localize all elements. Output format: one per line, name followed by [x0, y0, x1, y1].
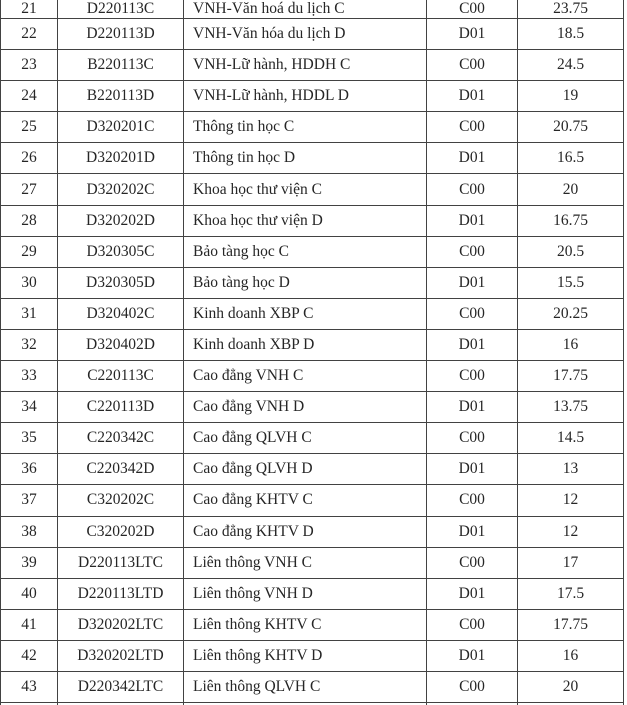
cell-block: C00 [427, 609, 518, 640]
cell-score: 19 [518, 81, 624, 112]
cell-score: 16.5 [518, 143, 624, 174]
cell-name: Khoa học thư viện C [184, 174, 427, 205]
table-row [1, 671, 624, 702]
cell-code: B220113C [58, 50, 184, 81]
cell-name: VNH-Văn hóa du lịch D [184, 19, 427, 50]
table-row [1, 112, 624, 143]
cell-name: Cao đẳng KHTV D [184, 516, 427, 547]
table-row [1, 50, 624, 81]
cell-stt: 26 [1, 143, 58, 174]
table-row [1, 392, 624, 423]
cell-score: 20 [518, 174, 624, 205]
cell-score: 13 [518, 454, 624, 485]
cell-code: D220113LTD [58, 578, 184, 609]
cell-stt: 38 [1, 516, 58, 547]
cell-block: C00 [427, 236, 518, 267]
cell-code: D220113LTC [58, 547, 184, 578]
cell-code: C220113C [58, 361, 184, 392]
cell-name: Kinh doanh XBP C [184, 298, 427, 329]
cell-code: B220113D [58, 81, 184, 112]
cell-name: Thông tin học C [184, 112, 427, 143]
cell-score: 16.75 [518, 205, 624, 236]
cell-code: D220342LTC [58, 671, 184, 702]
cell-block: C00 [427, 112, 518, 143]
cell-block: C00 [427, 671, 518, 702]
cell-stt: 34 [1, 392, 58, 423]
cell-stt: 40 [1, 578, 58, 609]
cell-score: 20.75 [518, 112, 624, 143]
cell-code: C220113D [58, 392, 184, 423]
cell-name: Cao đẳng QLVH C [184, 423, 427, 454]
cell-code: C320202D [58, 516, 184, 547]
cell-name: VNH-Văn hoá du lịch C [184, 0, 427, 19]
cell-name: Thông tin học D [184, 143, 427, 174]
table-row [1, 485, 624, 516]
cell-block: D01 [427, 81, 518, 112]
cell-block: C00 [427, 0, 518, 19]
cell-stt: 42 [1, 640, 58, 671]
cell-stt: 22 [1, 19, 58, 50]
cell-score: 14.5 [518, 423, 624, 454]
table-row [1, 0, 624, 19]
table-row [1, 423, 624, 454]
cell-code: D320202LTD [58, 640, 184, 671]
cell-name: VNH-Lữ hành, HDDH C [184, 50, 427, 81]
cell-block: C00 [427, 485, 518, 516]
score-table-body [1, 0, 624, 705]
cell-stt: 43 [1, 671, 58, 702]
cell-block: C00 [427, 298, 518, 329]
cell-block: D01 [427, 19, 518, 50]
cell-block: D01 [427, 640, 518, 671]
cell-score: 12 [518, 516, 624, 547]
cell-block: C00 [427, 423, 518, 454]
cell-stt: 23 [1, 50, 58, 81]
cell-stt: 32 [1, 329, 58, 360]
cell-name: Bảo tàng học D [184, 267, 427, 298]
cell-score: 17.75 [518, 609, 624, 640]
cell-score: 17.5 [518, 578, 624, 609]
cell-stt: 31 [1, 298, 58, 329]
cell-score: 17 [518, 547, 624, 578]
cell-code: D320201C [58, 112, 184, 143]
cell-block: D01 [427, 454, 518, 485]
cell-block: C00 [427, 174, 518, 205]
cell-code: D320202D [58, 205, 184, 236]
cell-code: D320202C [58, 174, 184, 205]
cell-block: D01 [427, 578, 518, 609]
cell-code: D220113C [58, 0, 184, 19]
cell-name: Cao đẳng QLVH D [184, 454, 427, 485]
cell-stt: 35 [1, 423, 58, 454]
cell-stt: 24 [1, 81, 58, 112]
cell-block: D01 [427, 516, 518, 547]
cell-stt: 41 [1, 609, 58, 640]
cell-stt: 25 [1, 112, 58, 143]
table-row [1, 205, 624, 236]
table-row [1, 19, 624, 50]
cell-block: D01 [427, 329, 518, 360]
table-row [1, 236, 624, 267]
cell-score: 24.5 [518, 50, 624, 81]
cell-stt: 33 [1, 361, 58, 392]
cell-score: 20 [518, 671, 624, 702]
cell-stt: 37 [1, 485, 58, 516]
cell-code: D220113D [58, 19, 184, 50]
table-row [1, 267, 624, 298]
cell-score: 16 [518, 640, 624, 671]
table-row [1, 454, 624, 485]
cell-code: D320402C [58, 298, 184, 329]
cell-stt: 27 [1, 174, 58, 205]
cell-score: 12 [518, 485, 624, 516]
cell-code: D320305C [58, 236, 184, 267]
table-row [1, 143, 624, 174]
cell-stt: 21 [1, 0, 58, 19]
cell-name: Liên thông VNH C [184, 547, 427, 578]
cell-name: Bảo tàng học C [184, 236, 427, 267]
cell-code: C220342D [58, 454, 184, 485]
cell-score: 13.75 [518, 392, 624, 423]
cell-name: Khoa học thư viện D [184, 205, 427, 236]
cell-name: Liên thông KHTV C [184, 609, 427, 640]
cell-code: D320201D [58, 143, 184, 174]
table-row [1, 174, 624, 205]
cell-code: D320202LTC [58, 609, 184, 640]
cell-block: D01 [427, 392, 518, 423]
cell-stt: 36 [1, 454, 58, 485]
cell-score: 23.75 [518, 0, 624, 19]
cell-score: 20.25 [518, 298, 624, 329]
cell-name: Cao đẳng KHTV C [184, 485, 427, 516]
cell-code: C220342C [58, 423, 184, 454]
cell-block: D01 [427, 205, 518, 236]
cell-score: 18.5 [518, 19, 624, 50]
cell-name: Liên thông KHTV D [184, 640, 427, 671]
cell-code: D320402D [58, 329, 184, 360]
table-row [1, 329, 624, 360]
table-row [1, 298, 624, 329]
cell-stt: 39 [1, 547, 58, 578]
cell-stt: 28 [1, 205, 58, 236]
cell-score: 15.5 [518, 267, 624, 298]
cell-name: Cao đẳng VNH D [184, 392, 427, 423]
table-row [1, 578, 624, 609]
cell-code: D320305D [58, 267, 184, 298]
table-row [1, 516, 624, 547]
cell-code: C320202C [58, 485, 184, 516]
table-row [1, 640, 624, 671]
table-row [1, 361, 624, 392]
cell-name: Cao đẳng VNH C [184, 361, 427, 392]
cell-score: 16 [518, 329, 624, 360]
cell-score: 17.75 [518, 361, 624, 392]
cell-stt: 30 [1, 267, 58, 298]
cell-name: Kinh doanh XBP D [184, 329, 427, 360]
cell-name: Liên thông QLVH C [184, 671, 427, 702]
cell-name: Liên thông VNH D [184, 578, 427, 609]
cell-block: C00 [427, 50, 518, 81]
table-row [1, 81, 624, 112]
table-row [1, 609, 624, 640]
cell-block: C00 [427, 547, 518, 578]
cell-score: 20.5 [518, 236, 624, 267]
cell-block: D01 [427, 267, 518, 298]
cell-block: D01 [427, 143, 518, 174]
cell-block: C00 [427, 361, 518, 392]
cell-stt: 29 [1, 236, 58, 267]
table-row [1, 547, 624, 578]
cell-name: VNH-Lữ hành, HDDL D [184, 81, 427, 112]
